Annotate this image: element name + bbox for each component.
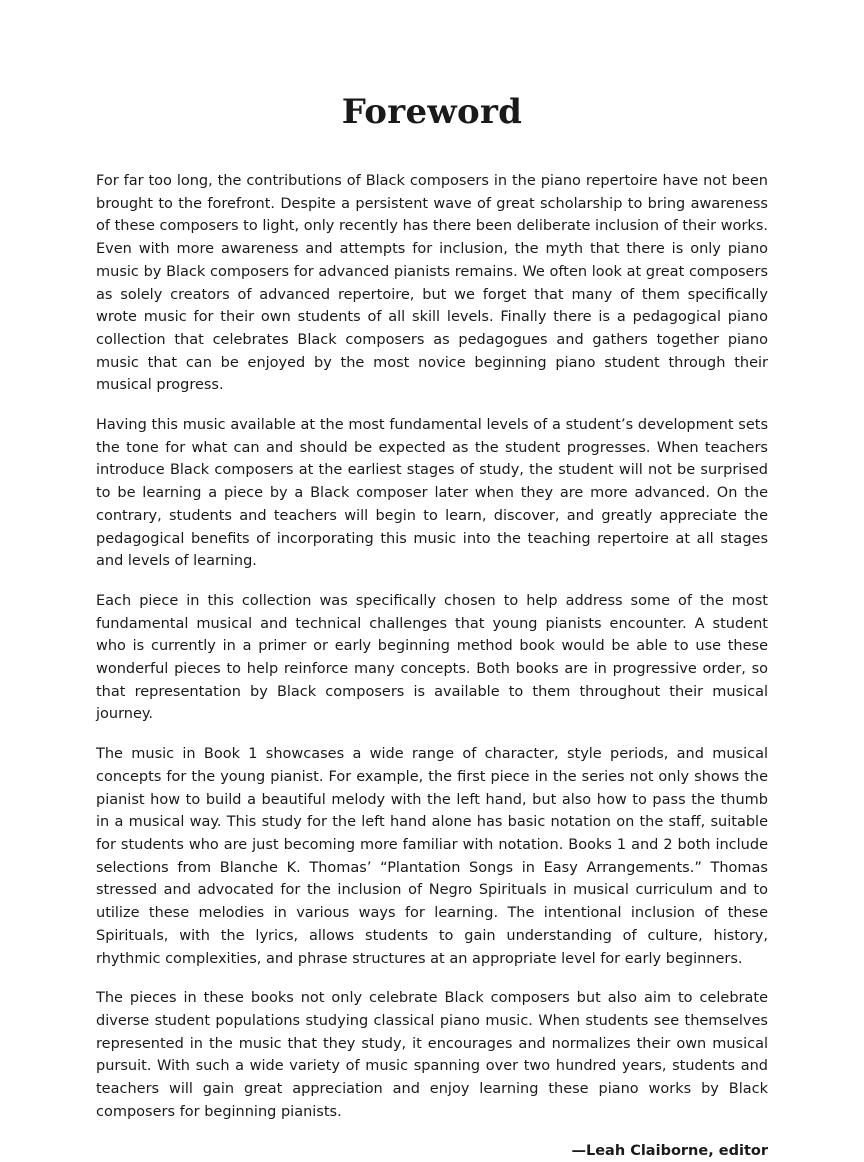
page-title: Foreword	[341, 92, 523, 132]
paragraph-1: For far too long, the contributions of Black composers in the piano repertoire have not been brought to the forefront. Despite a persistent wave of great scholarship to bring awareness of these composers to light, only recently has there been deliberate inclusion of their works. Even with more awareness and attempts for inclusion, the myth that there is only piano music by Black composers for advanced pianists remains. We often look at great composers as solely creators of advanced repertoire, but we forget that many of them specifically wrote music for their own students of all skill levels. Finally there is a pedagogical piano collection that celebrates Black composers as pedagogues and gathers together piano music that can be enjoyed by the most novice beginning piano student through their musical progress.	[96, 173, 768, 394]
paragraph-3: Each piece in this collection was specifically chosen to help address some of the most fundamental musical and technical challenges that young pianists encounter. A student who is currently in a primer or early beginning method book would be able to use these wonderful pieces to help reinforce many concepts. Both books are in progressive order, so that representation by Black composers is available to them throughout their musical journey.	[96, 592, 768, 723]
foreword-page	[96, 92, 768, 1162]
editor-signature: —Leah Claiborne, editor	[571, 1143, 768, 1160]
paragraph-2: Having this music available at the most fundamental levels of a student’s development sets the tone for what can and should be expected as the student progresses. When teachers introduce Black composers at the earliest stages of study, the student will not be surprised to be learning a piece by a Black composer later when they are more advanced. On the contrary, students and teachers will begin to learn, discover, and greatly appreciate the pedagogical benefits of incorporating this music into the teaching repertoire at all stages and levels of learning.	[96, 417, 768, 570]
paragraph-4: The music in Book 1 showcases a wide range of character, style periods, and musical concepts for the young pianist. For example, the first piece in the series not only shows the pianist how to build a beautiful melody with the left hand, but also how to pass the thumb in a musical way. This study for the left hand alone has basic notation on the staff, suitable for students who are just becoming more familiar with notation. Books 1 and 2 both include selections from Blanche K. Thomas’ “Plantation Songs in Easy Arrangements.” Thomas stressed and advocated for the inclusion of Negro Spirituals in musical curriculum and to utilize these melodies in various ways for learning. The intentional inclusion of these Spirituals, with the lyrics, allows students to gain understanding of culture, history, rhythmic complexities, and phrase structures at an appropriate level for early beginners.	[96, 746, 768, 967]
paragraph-5: The pieces in these books not only celebrate Black composers but also aim to celebrate diverse student populations studying classical piano music. When students see themselves represented in the music that they study, it encourages and normalizes their own musical pursuit. With such a wide variety of music spanning over two hundred years, students and teachers will gain great appreciation and enjoy learning these piano works by Black composers for beginning pianists.	[96, 990, 768, 1120]
